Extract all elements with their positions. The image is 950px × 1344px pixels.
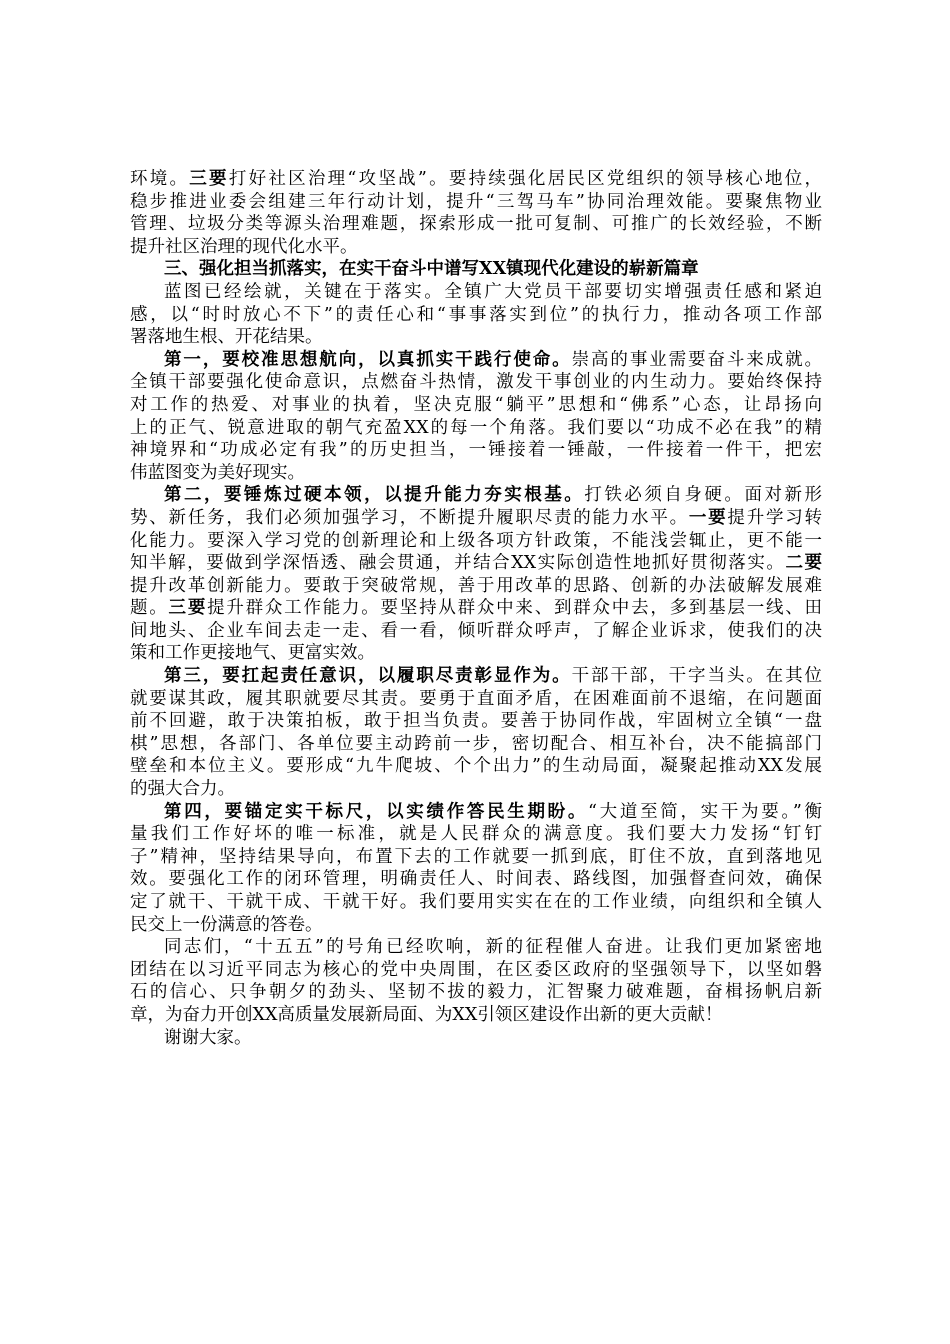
bold-run: 第四，要锚定实干标尺，以实绩作答民生期盼。 bbox=[164, 801, 589, 822]
document-body bbox=[130, 168, 822, 1049]
text-line bbox=[130, 846, 822, 869]
text-line bbox=[130, 914, 822, 937]
text-run: 稳步推进业委会组建三年行动计划，提升“三驾马车”协同治理效能。要聚焦物业 bbox=[130, 191, 822, 212]
text-line bbox=[130, 462, 822, 485]
paragraph bbox=[130, 936, 822, 1026]
text-line bbox=[130, 213, 822, 236]
text-run: 打好社区治理“攻坚战”。要持续强化居民区党组织的领导核心地位， bbox=[228, 169, 822, 189]
text-run: 题。 bbox=[130, 598, 169, 619]
section-heading bbox=[130, 258, 822, 281]
text-run: 知半解，要做到学深悟透、融会贯通，并结合XX实际创造性地抓好贯彻落实。 bbox=[130, 553, 786, 574]
text-line bbox=[130, 801, 822, 824]
text-run: 效。要强化工作的闭环管理，明确责任人、时间表、路线图，加强督查问效，确保 bbox=[130, 869, 822, 890]
text-run: 量我们工作好坏的唯一标准，就是人民群众的满意度。我们要大力发扬“钉钉 bbox=[130, 824, 822, 845]
text-line bbox=[130, 981, 822, 1004]
text-run: 管理、垃圾分类等源头治理难题，探索形成一批可复制、可推广的长效经验，不断 bbox=[130, 214, 822, 235]
closing-line bbox=[130, 1027, 822, 1050]
text-run: 棋”思想，各部门、各单位要主动跨前一步，密切配合、相互补台，决不能搞部门 bbox=[130, 733, 822, 754]
text-line bbox=[130, 236, 822, 259]
bold-run: 第一，要校准思想航向，以真抓实干践行使命。 bbox=[164, 349, 572, 370]
text-run: 提升社区治理的现代化水平。 bbox=[130, 236, 358, 257]
bold-run: 三要 bbox=[168, 598, 208, 619]
text-line bbox=[130, 823, 822, 846]
text-run: 感，以“时时放心不下”的责任心和“事事落实到位”的执行力，推动各项工作部 bbox=[130, 304, 822, 325]
text-line bbox=[130, 868, 822, 891]
heading-text: 三、强化担当抓落实，在实干奋斗中谱写XX镇现代化建设的崭新篇章 bbox=[164, 259, 699, 280]
bold-run: 二要 bbox=[785, 553, 822, 574]
text-run: 石的信心、只争朝夕的劲头、坚韧不拔的毅力，汇智聚力破难题，奋楫扬帆启新 bbox=[130, 982, 822, 1003]
text-line bbox=[130, 642, 822, 665]
text-run: 崇高的事业需要奋斗来成就。 bbox=[571, 349, 822, 370]
text-run: 蓝图已经绘就，关键在于落实。全镇广大党员干部要切实增强责任感和紧迫 bbox=[164, 281, 822, 302]
text-line bbox=[130, 394, 822, 417]
bold-run: 第三，要扛起责任意识，以履职尽责彰显作为。 bbox=[164, 666, 572, 687]
text-line bbox=[130, 733, 822, 756]
text-line bbox=[130, 1027, 822, 1050]
text-run: 提升改革创新能力。要敢于突破常规，善于用改革的思路、创新的办法破解发展难 bbox=[130, 575, 822, 596]
text-run: 署落地生根、开花结果。 bbox=[130, 327, 323, 348]
text-line bbox=[130, 304, 822, 327]
bold-run: 三要 bbox=[189, 169, 229, 189]
text-line bbox=[130, 484, 822, 507]
text-line bbox=[130, 530, 822, 553]
text-line bbox=[130, 281, 822, 304]
text-run: 就要谋其政，履其职就要尽其责。要勇于直面矛盾，在困难面前不退缩，在问题面 bbox=[130, 688, 822, 709]
text-run: 提升群众工作能力。要坚持从群众中来、到群众中去，多到基层一线、田 bbox=[207, 598, 822, 619]
text-line bbox=[130, 778, 822, 801]
text-run: 间地头、企业车间去走一走、看一看，倾听群众呼声，了解企业诉求，使我们的决 bbox=[130, 620, 822, 641]
text-line bbox=[130, 349, 822, 372]
text-run: 全镇干部要强化使命意识，点燃奋斗热情，激发干事创业的内生动力。要始终保持 bbox=[130, 372, 822, 393]
text-run: 的强大合力。 bbox=[130, 779, 235, 800]
text-run: 神境界和“功成必定有我”的历史担当，一锤接着一锤敲，一件接着一件干，把宏 bbox=[130, 440, 822, 461]
text-run: 民交上一份满意的答卷。 bbox=[130, 914, 323, 935]
bold-run: 一要 bbox=[688, 507, 728, 528]
paragraph bbox=[130, 281, 822, 349]
bold-run: 第二，要锤炼过硬本领，以提升能力夯实根基。 bbox=[164, 485, 585, 506]
text-line bbox=[130, 597, 822, 620]
text-line bbox=[130, 620, 822, 643]
paragraph bbox=[130, 665, 822, 801]
text-run: 伟蓝图变为美好现实。 bbox=[130, 462, 305, 483]
text-run: 打铁必须自身硬。面对新形 bbox=[584, 485, 822, 506]
text-run: 化能力。要深入学习党的创新理论和上级各项方针政策，不能浅尝辄止，更不能一 bbox=[130, 530, 822, 551]
text-line bbox=[130, 891, 822, 914]
text-run: “大道至简，实干为要。”衡 bbox=[588, 801, 822, 822]
text-line bbox=[130, 936, 822, 959]
text-run: 子”精神，坚持结果导向，布置下去的工作就要一抓到底，盯住不放，直到落地见 bbox=[130, 846, 822, 867]
text-line bbox=[130, 507, 822, 530]
text-line bbox=[130, 575, 822, 598]
text-run: 干部干部，干字当头。在其位 bbox=[571, 666, 822, 687]
text-run: 谢谢大家。 bbox=[164, 1027, 252, 1048]
text-line bbox=[130, 191, 822, 214]
text-run: 上的正气、锐意进取的朝气充盈XX的每一个角落。我们要以“功成不必在我”的精 bbox=[130, 417, 822, 438]
text-run: 定了就干、干就干成、干就干好。我们要用实实在在的工作业绩，向组织和全镇人 bbox=[130, 892, 822, 912]
text-line bbox=[130, 439, 822, 462]
text-line bbox=[130, 665, 822, 688]
text-line bbox=[130, 552, 822, 575]
text-line bbox=[130, 258, 822, 281]
text-line bbox=[130, 326, 822, 349]
text-line bbox=[130, 417, 822, 440]
text-run: 策和工作更接地气、更富实效。 bbox=[130, 643, 375, 664]
text-run: 提升学习转 bbox=[727, 507, 822, 528]
text-line bbox=[130, 371, 822, 394]
text-run: 前不回避，敢于决策拍板，敢于担当负责。要善于协同作战，牢固树立全镇“一盘 bbox=[130, 711, 822, 732]
text-run: 团结在以习近平同志为核心的党中央周围，在区委区政府的坚强领导下，以坚如磐 bbox=[130, 959, 822, 980]
text-run: 章，为奋力开创XX高质量发展新局面、为XX引领区建设作出新的更大贡献！ bbox=[130, 1004, 723, 1025]
paragraph bbox=[130, 484, 822, 665]
text-run: 对工作的热爱、对事业的执着，坚决克服“躺平”思想和“佛系”心态，让昂扬向 bbox=[130, 394, 822, 415]
text-run: 同志们，“十五五”的号角已经吹响，新的征程催人奋进。让我们更加紧密地 bbox=[164, 937, 822, 958]
paragraph bbox=[130, 349, 822, 485]
text-line bbox=[130, 168, 822, 191]
text-line bbox=[130, 959, 822, 982]
text-run: 环境。 bbox=[130, 169, 190, 189]
text-line bbox=[130, 710, 822, 733]
paragraph bbox=[130, 168, 822, 258]
text-line bbox=[130, 688, 822, 711]
text-line bbox=[130, 1004, 822, 1027]
paragraph bbox=[130, 801, 822, 937]
text-line bbox=[130, 755, 822, 778]
text-run: 壁垒和本位主义。要形成“九牛爬坡、个个出力”的生动局面，凝聚起推动XX发展 bbox=[130, 756, 822, 777]
text-run: 势、新任务，我们必须加强学习，不断提升履职尽责的能力水平。 bbox=[130, 507, 689, 528]
